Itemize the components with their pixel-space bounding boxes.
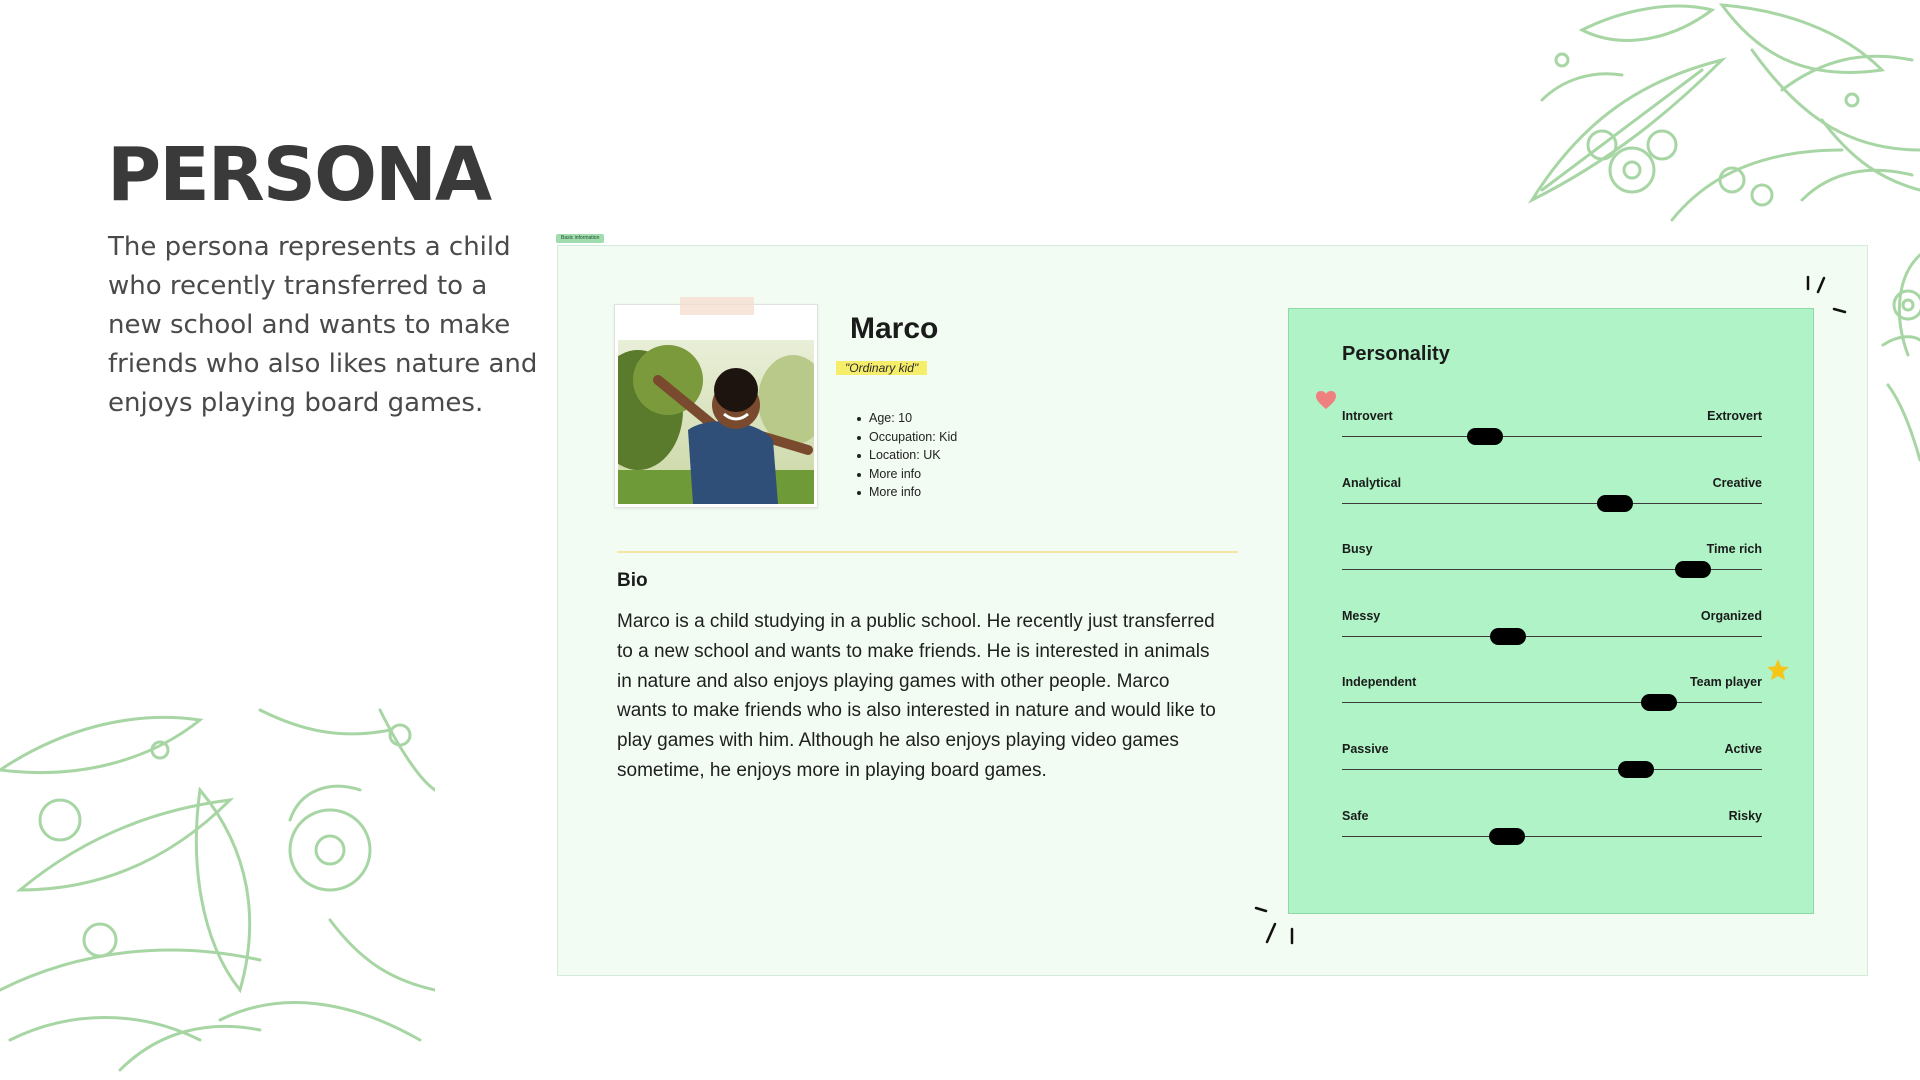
sparkle-lines-icon: [1800, 272, 1850, 317]
persona-name: Marco: [850, 312, 939, 345]
slider-knob[interactable]: [1490, 628, 1526, 645]
fact-item: More info: [856, 483, 957, 502]
trait-slider-analytical-creative[interactable]: [1342, 476, 1762, 516]
slider-track: [1342, 836, 1762, 837]
slider-track: [1342, 636, 1762, 637]
trait-slider-passive-active[interactable]: [1342, 742, 1762, 782]
fact-item: More info: [856, 465, 957, 484]
trait-right-label: Active: [1724, 742, 1762, 756]
fact-item: Age: 10: [856, 409, 957, 428]
bio-heading: Bio: [617, 570, 648, 591]
section-tag: Basic information: [556, 234, 604, 243]
persona-quote: "Ordinary kid": [836, 361, 927, 375]
persona-photo-image: [618, 340, 814, 504]
trait-right-label: Time rich: [1706, 542, 1762, 556]
leaf-pattern-decoration-bottom: [0, 690, 435, 1080]
photo-tape: [680, 297, 754, 315]
star-icon: [1766, 658, 1790, 682]
leaf-pattern-decoration-right: [1878, 235, 1920, 465]
trait-slider-introvert-extrovert[interactable]: [1342, 409, 1762, 449]
slider-knob[interactable]: [1467, 428, 1503, 445]
trait-slider-safe-risky[interactable]: [1342, 809, 1762, 849]
persona-photo: [614, 304, 818, 508]
trait-left-label: Introvert: [1342, 409, 1393, 423]
slider-track: [1342, 503, 1762, 504]
trait-left-label: Independent: [1342, 675, 1417, 689]
trait-slider-busy-timerich[interactable]: [1342, 542, 1762, 582]
heart-icon: [1315, 390, 1337, 410]
sparkle-lines-icon: [1250, 901, 1300, 946]
slider-track: [1342, 436, 1762, 437]
trait-left-label: Analytical: [1342, 476, 1402, 490]
trait-left-label: Safe: [1342, 809, 1369, 823]
trait-slider-independent-teamplayer[interactable]: [1342, 675, 1762, 715]
trait-left-label: Messy: [1342, 609, 1381, 623]
trait-left-label: Busy: [1342, 542, 1373, 556]
trait-right-label: Team player: [1689, 675, 1762, 689]
fact-item: Location: UK: [856, 446, 957, 465]
section-divider: [617, 551, 1238, 553]
bio-text: Marco is a child studying in a public school. He recently just transferred to a new school and wants to make friends. He is interested in animals in nature and also enjoys playing games with other people. Marco wants to make friends who is also interested in nature and would like to play games with him. Although he also enjoys playing video games sometime, he enjoys more in playing board games.: [617, 611, 1216, 781]
slider-knob[interactable]: [1675, 561, 1711, 578]
slider-knob[interactable]: [1618, 761, 1654, 778]
persona-facts: [856, 409, 957, 502]
page-title: PERSONA: [107, 132, 491, 218]
fact-item: Occupation: Kid: [856, 428, 957, 447]
intro-text: The persona represents a child who recently transferred to a new school and wants to make friends who also likes nature and enjoys playing board games.: [108, 232, 538, 418]
trait-right-label: Extrovert: [1707, 409, 1762, 423]
trait-slider-messy-organized[interactable]: [1342, 609, 1762, 649]
trait-right-label: Risky: [1728, 809, 1762, 823]
slider-track: [1342, 702, 1762, 703]
trait-left-label: Passive: [1342, 742, 1389, 756]
slider-knob[interactable]: [1641, 694, 1677, 711]
trait-right-label: Organized: [1700, 609, 1762, 623]
slider-knob[interactable]: [1489, 828, 1525, 845]
slider-track: [1342, 769, 1762, 770]
leaf-pattern-decoration-top: [1522, 0, 1920, 235]
trait-right-label: Creative: [1712, 476, 1762, 490]
slider-knob[interactable]: [1597, 495, 1633, 512]
personality-title: Personality: [1342, 343, 1450, 365]
